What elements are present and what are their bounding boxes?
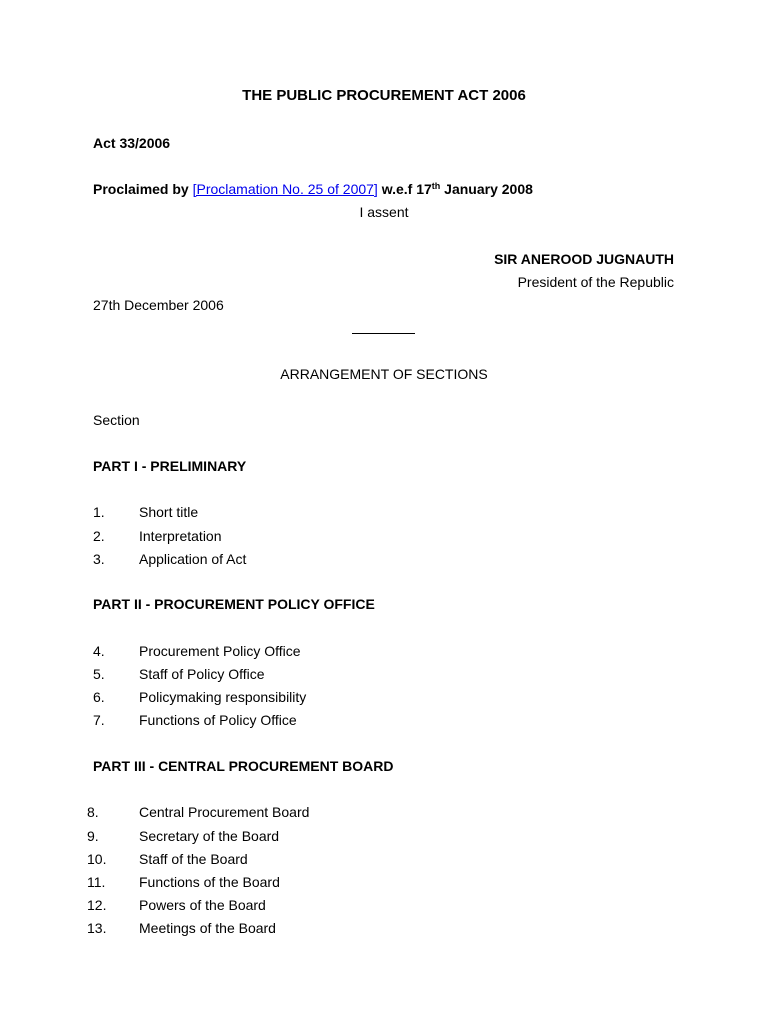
section-number: 12. bbox=[87, 897, 107, 913]
section-number: 4. bbox=[93, 643, 105, 659]
document-date: 27th December 2006 bbox=[93, 297, 224, 313]
signatory-title: President of the Republic bbox=[517, 274, 674, 290]
assent-text: I assent bbox=[359, 204, 409, 220]
section-title: Powers of the Board bbox=[139, 897, 266, 913]
document-title: THE PUBLIC PROCUREMENT ACT 2006 bbox=[242, 87, 526, 104]
section-label: Section bbox=[93, 412, 140, 428]
separator-rule bbox=[352, 333, 415, 334]
proclamation-link[interactable]: [Proclamation No. 25 of 2007] bbox=[192, 181, 378, 197]
section-title: Functions of Policy Office bbox=[139, 712, 297, 728]
part-heading: PART III - CENTRAL PROCUREMENT BOARD bbox=[93, 758, 394, 774]
section-title: Staff of the Board bbox=[139, 851, 248, 867]
section-number: 1. bbox=[93, 504, 105, 520]
section-number: 7. bbox=[93, 712, 105, 728]
section-number: 5. bbox=[93, 666, 105, 682]
section-number: 8. bbox=[87, 804, 99, 820]
arrangement-heading: ARRANGEMENT OF SECTIONS bbox=[280, 366, 488, 382]
part-heading: PART II - PROCUREMENT POLICY OFFICE bbox=[93, 596, 375, 612]
section-title: Staff of Policy Office bbox=[139, 666, 265, 682]
section-title: Application of Act bbox=[139, 551, 247, 567]
effective-date: w.e.f 17th January 2008 bbox=[381, 181, 533, 197]
section-number: 10. bbox=[87, 851, 107, 867]
section-number: 9. bbox=[87, 828, 99, 844]
section-number: 6. bbox=[93, 689, 105, 705]
section-number: 11. bbox=[87, 874, 106, 890]
section-title: Secretary of the Board bbox=[139, 828, 280, 844]
section-title: Functions of the Board bbox=[139, 874, 280, 890]
signatory-name: SIR ANEROOD JUGNAUTH bbox=[494, 251, 674, 267]
section-title: Policymaking responsibility bbox=[139, 689, 307, 705]
proclamation-line bbox=[93, 180, 533, 198]
section-title: Short title bbox=[139, 504, 199, 520]
section-number: 2. bbox=[93, 528, 105, 544]
section-title: Procurement Policy Office bbox=[139, 643, 301, 659]
part-heading: PART I - PRELIMINARY bbox=[93, 458, 247, 474]
section-title: Central Procurement Board bbox=[139, 804, 310, 820]
proclaimed-label: Proclaimed by bbox=[93, 181, 189, 197]
section-title: Interpretation bbox=[139, 528, 222, 544]
section-number: 13. bbox=[87, 920, 107, 936]
section-title: Meetings of the Board bbox=[139, 920, 276, 936]
act-number: Act 33/2006 bbox=[93, 135, 171, 151]
section-number: 3. bbox=[93, 551, 105, 567]
